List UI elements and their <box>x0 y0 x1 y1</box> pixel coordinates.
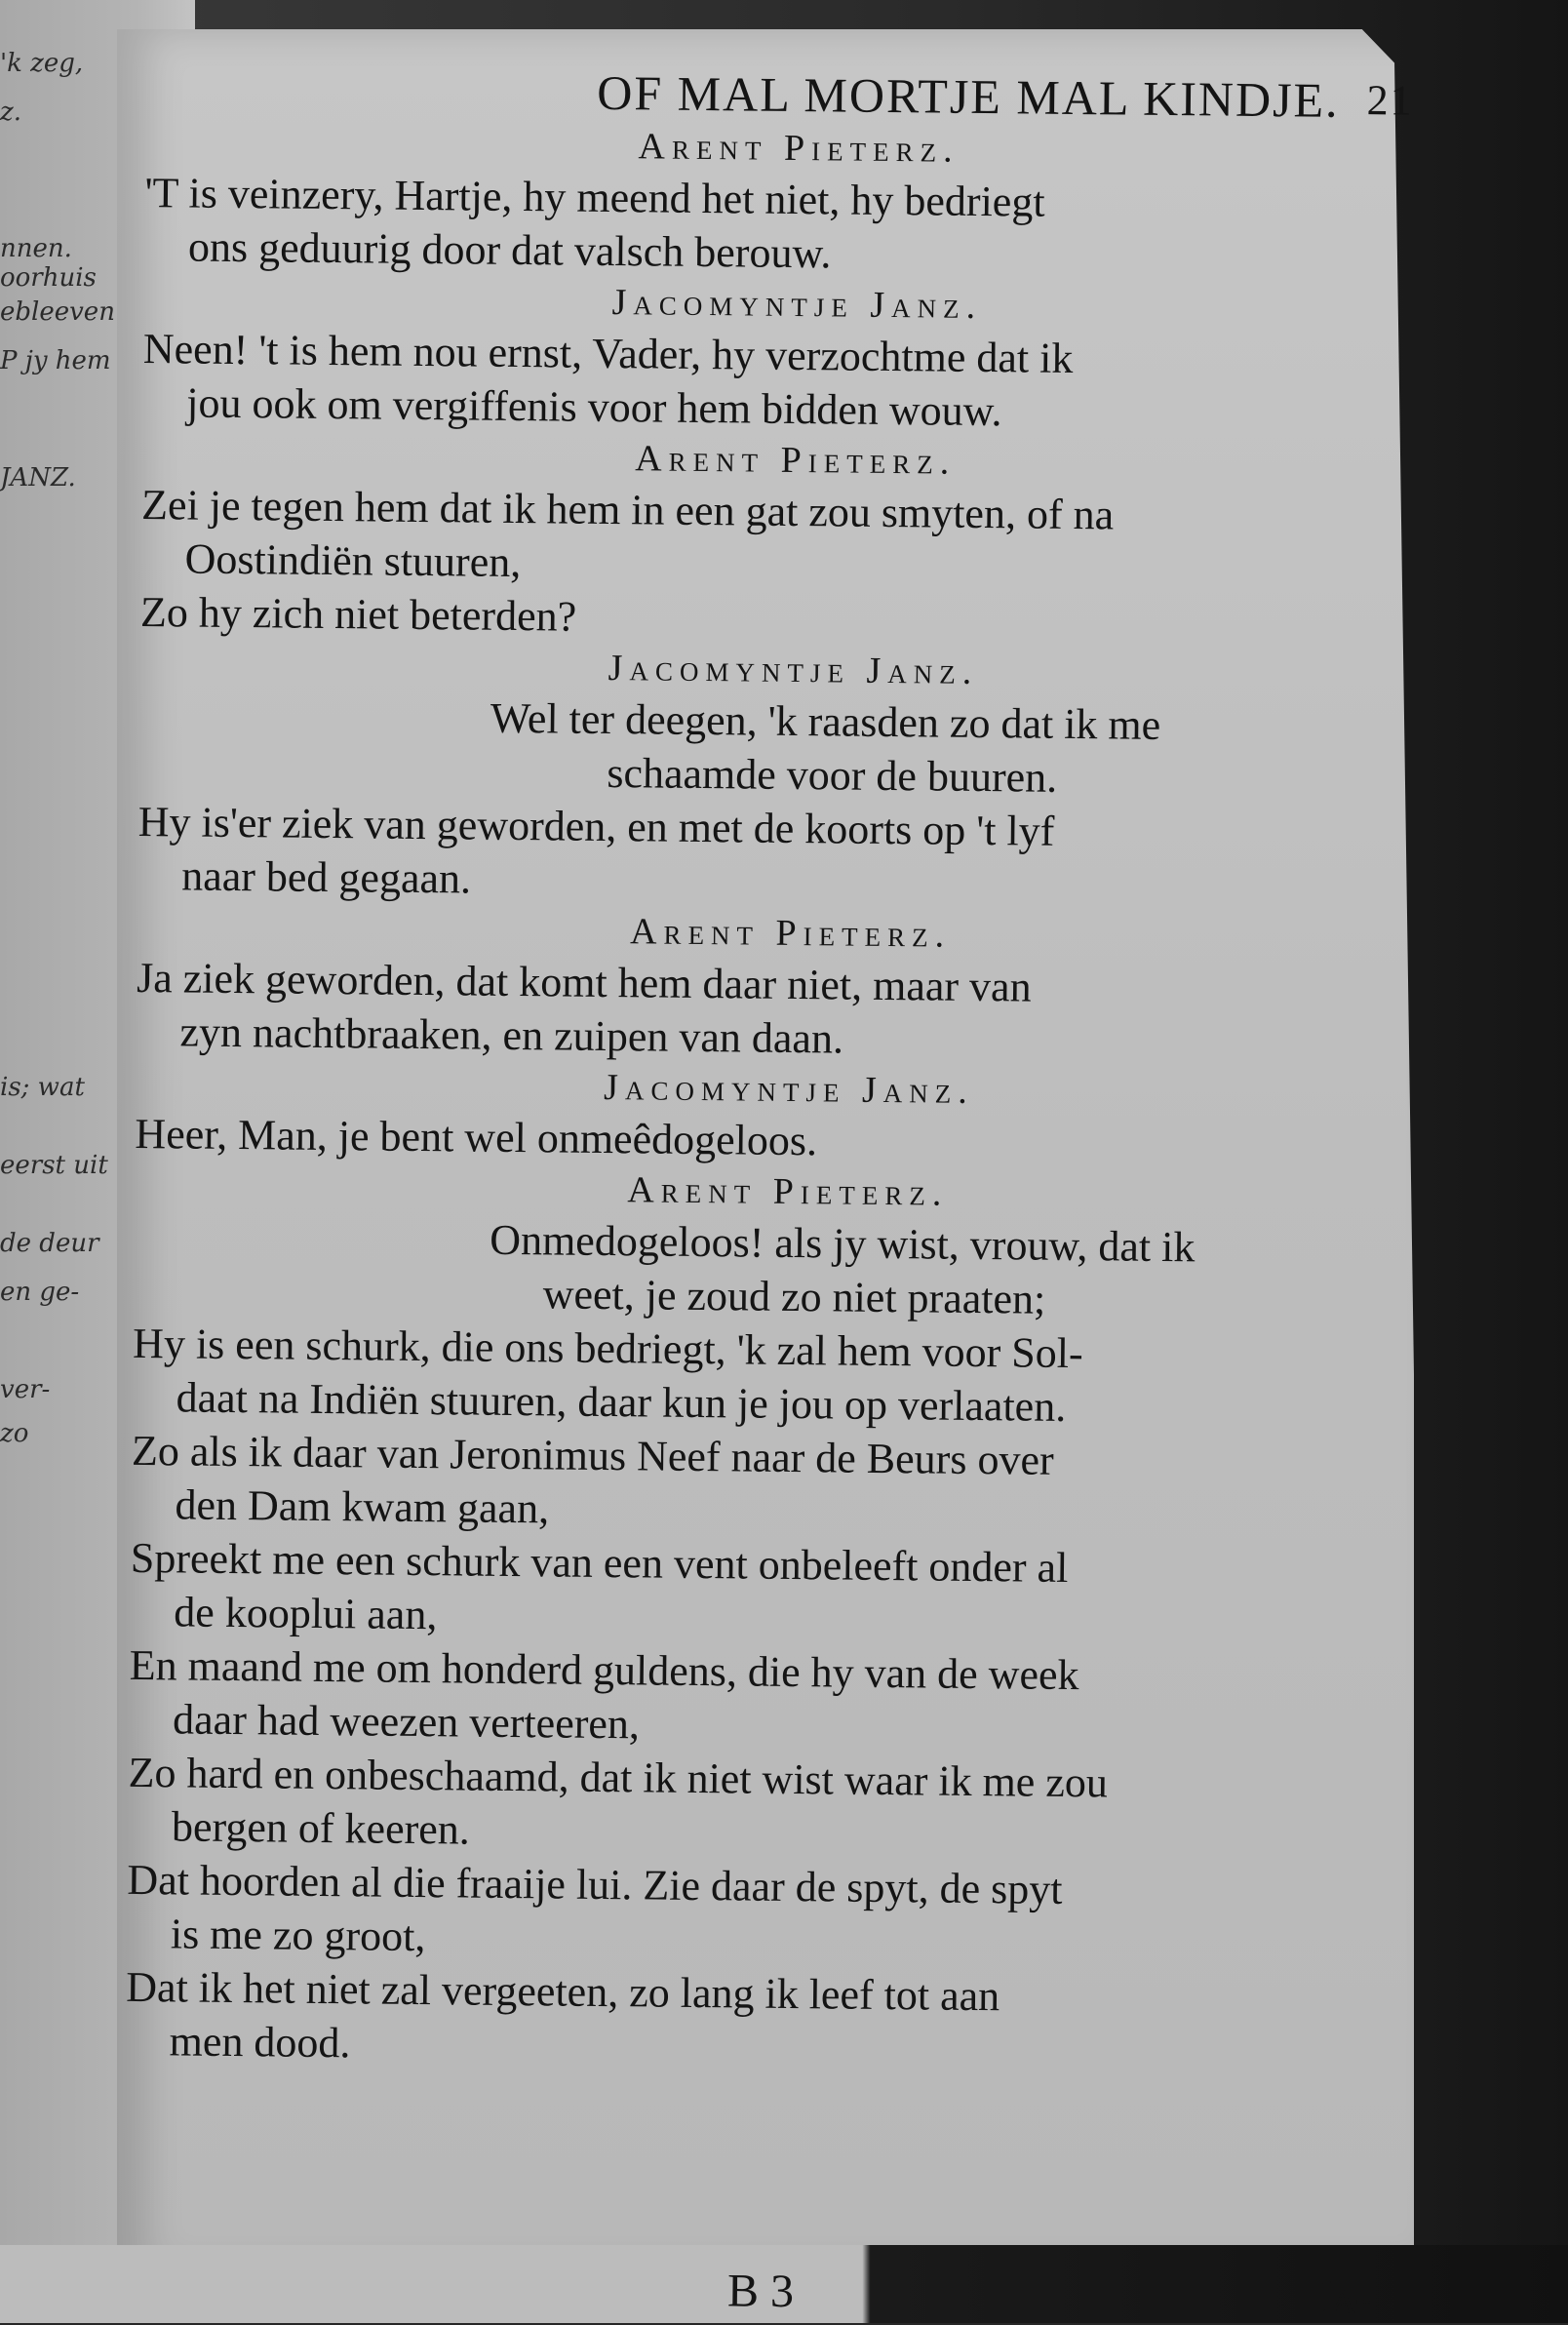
verse-line: Dat ik het niet zal vergeeten, zo lang ik leef tot aan <box>126 1962 1000 2021</box>
verse-line: Zo hy zich niet beterden? <box>139 587 577 641</box>
verse-line: En maand me om honderd guldens, die hy van de week <box>129 1640 1079 1700</box>
page-text <box>125 59 1414 2324</box>
left-page-text-fragment: P jy hem <box>0 346 111 375</box>
left-page-text-fragment: 'k zeg, <box>0 49 84 78</box>
left-page-text-fragment: en ge- <box>0 1278 80 1307</box>
verse-line: Heer, Man, je bent wel onmeêdogeloos. <box>135 1109 818 1165</box>
signature-mark: B 3 <box>726 2265 795 2318</box>
left-page-text-fragment: is; wat <box>0 1073 85 1102</box>
speaker-name: Arent Pieterz. <box>638 126 960 171</box>
page-number: 21 <box>1366 76 1414 125</box>
verse-line-continuation: zyn nachtbraaken, en zuipen van daan. <box>179 1007 844 1063</box>
left-page-text-fragment: eerst uit <box>0 1151 108 1180</box>
verse-line-continuation: daar had weezen verteeren, <box>172 1695 641 1749</box>
catchword: Ja- <box>1313 2270 1372 2324</box>
verse-line-continuation: ons geduurig door dat valsch berouw. <box>187 222 832 278</box>
verse-line-continuation: jou ook om vergiffenis voor hem bidden wouw. <box>186 378 1002 436</box>
speaker-name: Jacomyntje Janz. <box>603 1066 974 1112</box>
running-head-title: OF MAL MORTJE MAL KINDJE. <box>597 64 1340 128</box>
speaker-name: Arent Pieterz. <box>627 1169 949 1214</box>
verse-line-continuation: is me zo groot, <box>170 1910 426 1961</box>
verse-line: Hy is een schurk, die ons bedriegt, 'k zal hem voor Sol- <box>132 1319 1083 1378</box>
verse-line-continuation: de kooplui aan, <box>174 1588 438 1639</box>
verse-line: Zo hard en onbeschaamd, dat ik niet wist waar ik me zou <box>128 1748 1109 1807</box>
verse-line: schaamde voor de buuren. <box>607 748 1058 802</box>
verse-line: Hy is'er ziek van geworden, en met de koorts op 't lyf <box>137 797 1055 855</box>
verse-line-continuation: naar bed gegaan. <box>180 851 472 903</box>
left-page-text-fragment: zo <box>0 1419 29 1448</box>
verse-line-continuation: bergen of keeren. <box>171 1802 471 1854</box>
verse-line: Spreekt me een schurk van een vent onbeleeft onder al <box>130 1533 1069 1592</box>
left-page-text-fragment: de deur <box>0 1229 99 1258</box>
speaker-name: Jacomyntje Janz. <box>608 647 979 692</box>
verse-line: 'T is veinzery, Hartje, hy meend het niet, hy bedriegt <box>144 168 1045 226</box>
verse-line: Dat hoorden al die fraaije lui. Zie daar de spyt, de spyt <box>127 1855 1063 1913</box>
left-page-text-fragment: nnen. <box>0 234 72 263</box>
verse-line-continuation: men dood. <box>169 2017 351 2068</box>
verse-line-continuation: den Dam kwam gaan, <box>175 1480 550 1533</box>
left-page-text-fragment: oorhuis <box>0 263 97 293</box>
verse-line: Neen! 't is hem nou ernst, Vader, hy verzochtme dat ik <box>142 324 1074 382</box>
left-page-text-fragment: JANZ. <box>0 463 76 493</box>
verse-line: Onmedogeloos! als jy wist, vrouw, dat ik <box>490 1215 1196 1272</box>
left-page-text-fragment: ver- <box>0 1375 51 1404</box>
play-text-body <box>125 117 1413 2081</box>
verse-line: Wel ter deegen, 'k raasden zo dat ik me <box>490 693 1161 749</box>
verse-line-continuation: Oostindiën stuuren, <box>184 534 522 587</box>
speaker-name: Arent Pieterz. <box>634 438 957 483</box>
verse-line: Zo als ik daar van Jeronimus Neef naar de Beurs over <box>131 1426 1054 1484</box>
speaker-name: Arent Pieterz. <box>629 911 952 956</box>
verse-line-continuation: daat na Indiën stuuren, daar kun je jou op verlaaten. <box>176 1373 1067 1431</box>
left-page-text-fragment: ebleeven <box>0 297 115 327</box>
verse-line: Zei je tegen hem dat ik hem in een gat zou smyten, of na <box>140 480 1115 539</box>
speaker-name: Jacomyntje Janz. <box>611 282 983 327</box>
verse-line: weet, je zoud zo niet praaten; <box>542 1270 1046 1323</box>
verse-line: Ja ziek geworden, dat komt hem daar niet, maar van <box>136 953 1032 1011</box>
left-page-text-fragment: z. <box>0 98 21 127</box>
